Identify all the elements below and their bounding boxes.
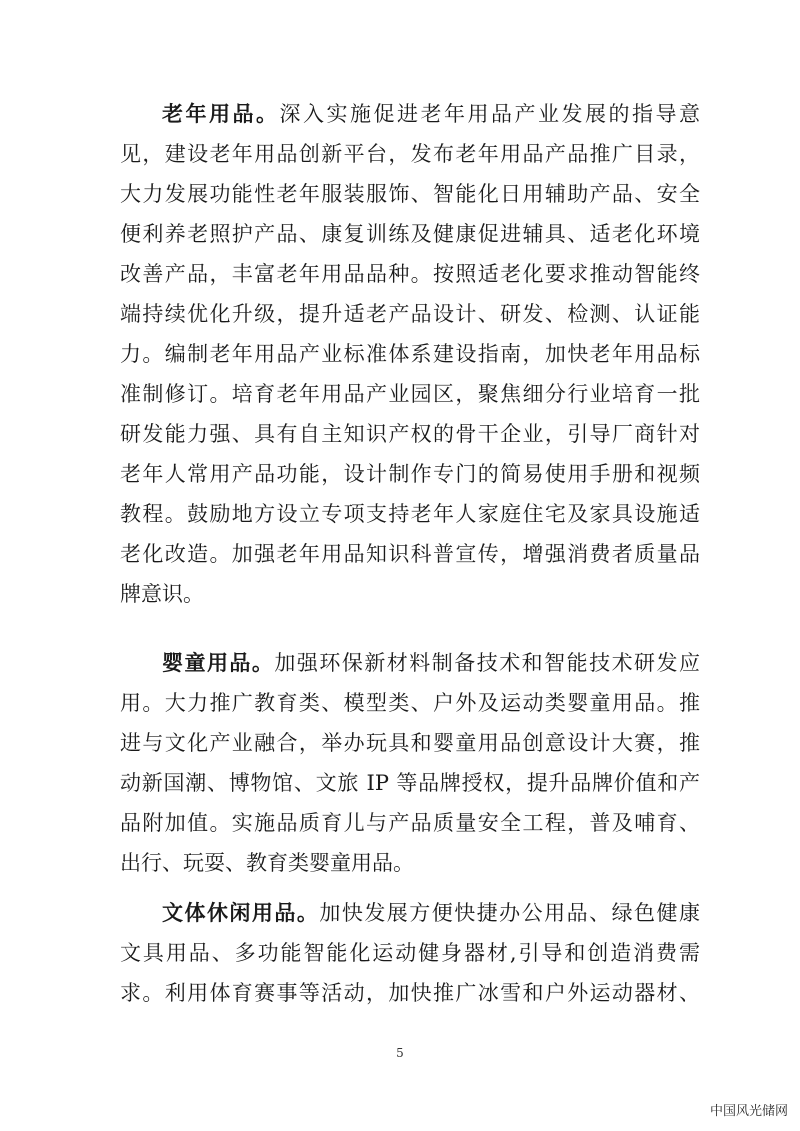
watermark: 中国风光储网	[709, 1104, 788, 1119]
paragraph-line: 进与文化产业融合，举办玩具和婴童用品创意设计大赛，推	[120, 731, 700, 755]
paragraph-line: 准制修订。培育老年用品产业园区，聚焦细分行业培育一批	[120, 382, 700, 406]
paragraph-line: 用。大力推广教育类、模型类、户外及运动类婴童用品。推	[120, 691, 700, 715]
paragraph-line: 便利养老照护产品、康复训练及健康促进辅具、适老化环境	[120, 222, 700, 246]
paragraph-line: 老年用品。深入实施促进老年用品产业发展的指导意	[162, 101, 700, 126]
paragraph-line: 大力发展功能性老年服装服饰、智能化日用辅助产品、安全	[120, 182, 700, 206]
page-number: 5	[396, 1046, 404, 1060]
paragraph-line: 求。利用体育赛事等活动，加快推广冰雪和户外运动器材、	[120, 981, 700, 1005]
paragraph-line: 出行、玩耍、教育类婴童用品。	[120, 851, 414, 875]
paragraph-line: 老年人常用产品功能，设计制作专门的简易使用手册和视频	[120, 462, 700, 486]
paragraph-line: 研发能力强、具有自主知识产权的骨干企业，引导厂商针对	[120, 422, 700, 446]
paragraph-leisure-products	[120, 893, 700, 1013]
paragraph-line: 婴童用品。加强环保新材料制备技术和智能技术研发应	[162, 650, 701, 675]
paragraph-baby-products	[120, 643, 700, 883]
section-lead-heading: 老年用品。	[162, 101, 280, 126]
paragraph-line: 文具用品、多功能智能化运动健身器材,引导和创造消费需	[120, 941, 700, 965]
paragraph-elderly-products	[120, 94, 700, 614]
paragraph-line: 教程。鼓励地方设立专项支持老年人家庭住宅及家具设施适	[120, 502, 700, 526]
paragraph-line: 品附加值。实施品质育儿与产品质量安全工程，普及哺育、	[120, 811, 700, 835]
paragraph-line: 牌意识。	[120, 582, 204, 606]
section-lead-heading: 文体休闲用品。	[162, 900, 320, 925]
paragraph-line: 改善产品，丰富老年用品品种。按照适老化要求推动智能终	[120, 262, 700, 286]
paragraph-line: 见，建设老年用品创新平台，发布老年用品产品推广目录，	[120, 142, 700, 166]
paragraph-line: 老化改造。加强老年用品知识科普宣传，增强消费者质量品	[120, 542, 700, 566]
paragraph-line: 文体休闲用品。加快发展方便快捷办公用品、绿色健康	[162, 900, 701, 925]
paragraph-line: 端持续优化升级，提升适老产品设计、研发、检测、认证能	[120, 302, 700, 326]
paragraph-line: 动新国潮、博物馆、文旅 IP 等品牌授权，提升品牌价值和产	[120, 771, 700, 795]
section-lead-heading: 婴童用品。	[162, 650, 275, 675]
paragraph-line: 力。编制老年用品产业标准体系建设指南，加快老年用品标	[120, 342, 700, 366]
